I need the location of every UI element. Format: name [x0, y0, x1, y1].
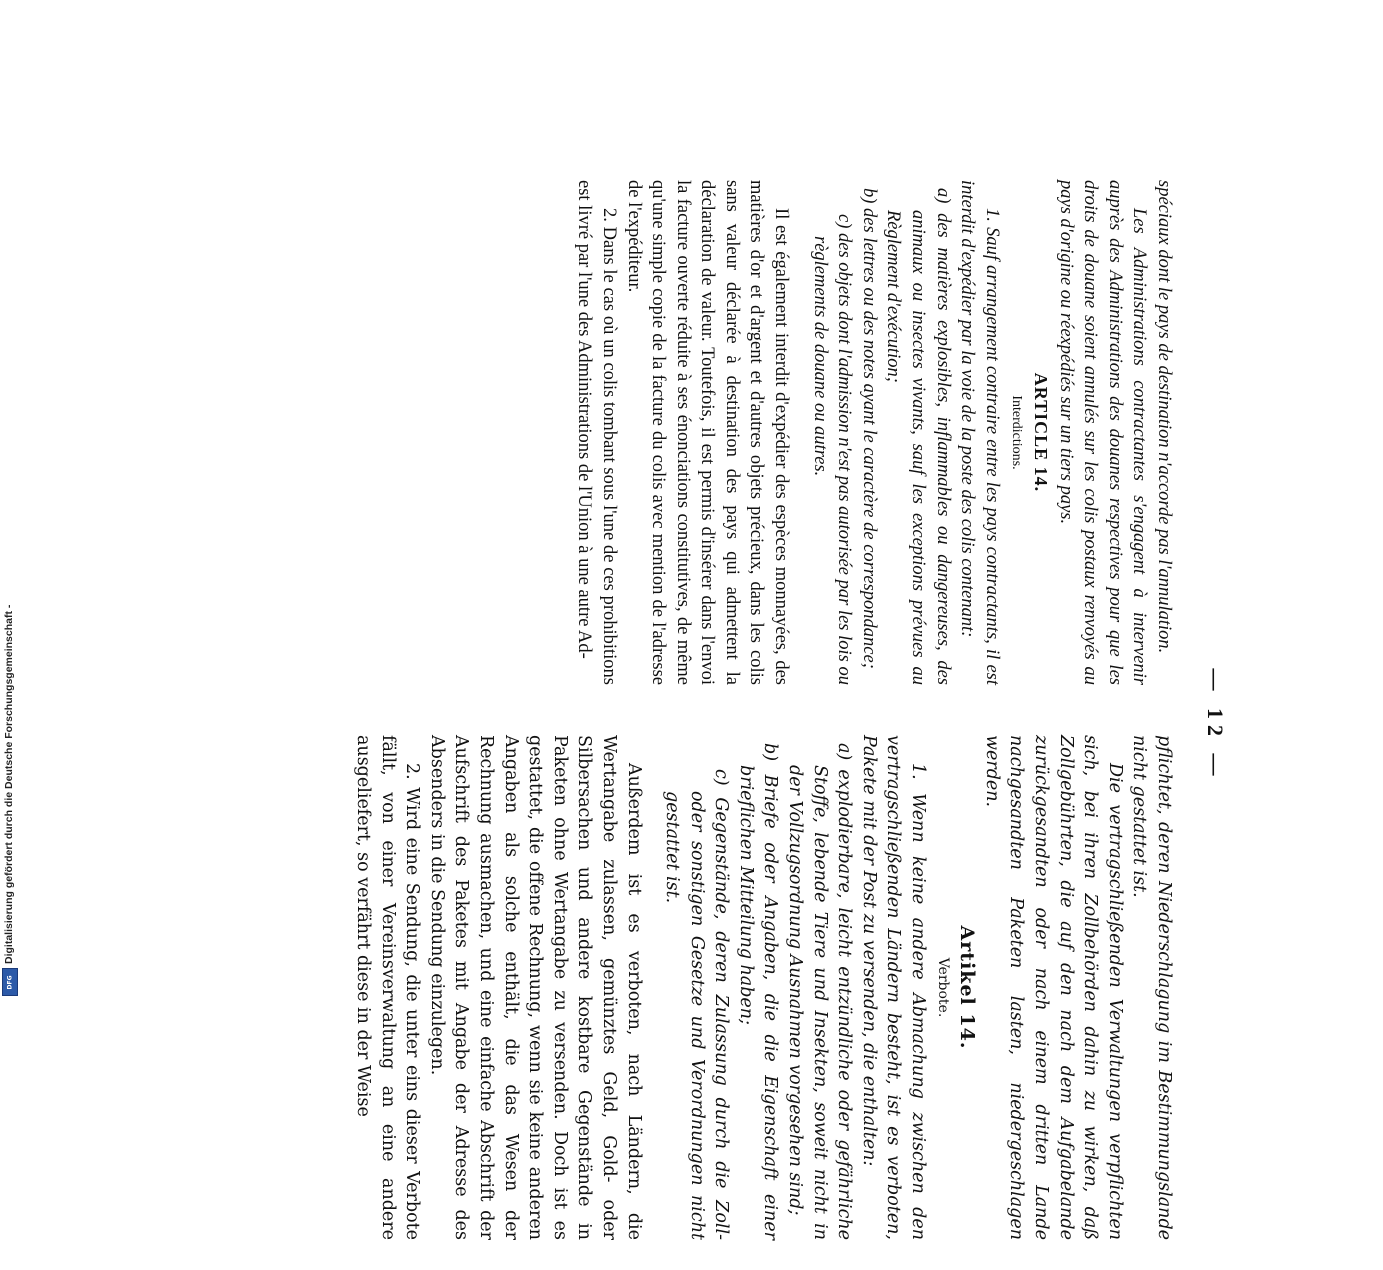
fr-paragraph-4: Il est également interdit d'expédier des espèces monnayées, des matières d'or et d'argent et d'autres objets précieux, dans les colis sans valeur déclarée à destination des pays qui admettent la déclaration de valeur. Toutefois, il est permis d'insérer dans l'envoi la facture ouverte réduite à ses énonciations constitutives, de même qu'une simple copie de la facture du colis avec mention de l'adresse de l'expéditeur. [623, 180, 792, 685]
fr-paragraph-5: 2. Dans le cas où un colis tombant sous l'une de ces prohibitions est livré par l'une des Administrations de l'Union à une autre Ad- [574, 180, 619, 685]
french-column [572, 180, 1176, 685]
de-paragraph-1: pflichtet, deren Niederschlagung im Bestimmungslande nicht gestattet ist. [1129, 735, 1174, 1240]
fr-item-c: c) des objets dont l'admission n'est pas autorisée par les lois ou règlements de douane ou autres. [809, 214, 855, 685]
fr-paragraph-3: 1. Sauf arrangement contraire entre les pays contractants, il est interdit d'expédier par la voie de la poste des colis contenant: [957, 180, 1002, 685]
de-item-a: a) explodierbare, leicht entzündliche oder gefährliche Stoffe, lebende Tiere und Insekten, soweit nicht in der Vollzugsordnung Ausnahmen vorgesehen sind; [785, 743, 855, 1240]
rotated-page [118, 180, 1228, 1270]
fr-item-b: b) des lettres ou des notes ayant le caractère de correspondance; [858, 188, 879, 669]
fr-paragraph-1: spéciaux dont le pays de destination n'accorde pas l'annulation. [1154, 180, 1174, 654]
german-column [350, 735, 1176, 1240]
de-paragraph-4: Außerdem ist es verboten, nach Ländern, die Wertangabe zulassen, gemünztes Geld, Gold- oder Silbersachen und andere kostbare Gegenstände in Paketen ohne Wertangabe zu versenden. Doch ist es gestattet, die offene Rechnung, wenn sie keine anderen Angaben als solche enthält, die das Wesen der Rechnung ausmachen, und eine einfache Abschrift der Aufschrift des Paketes mit Angabe der Adresse des Absenders in die Sendung einzulegen. [426, 735, 644, 1240]
dfg-logo: DFG [2, 968, 18, 996]
de-paragraph-2: Die vertragschließenden Verwaltungen verpflichten sich, bei ihren Zollbehörden dahin zu wirken, daß Zollgebührten, die auf den nach dem Aufgabelande zurückgesandten oder nach einem dritten Lande nachgesandten Paketen lasten, niedergeschlagen werden. [981, 735, 1125, 1240]
de-article-subheading: Verbote. [934, 957, 951, 1018]
credit-text: Digitalisierung gefördert durch die Deutsche Forschungsgemeinschaft - [3, 604, 15, 964]
de-item-c: c) Gegenstände, deren Zulassung durch die Zoll- oder sonstigen Gesetze und Verordnungen nicht gestattet ist. [662, 769, 732, 1240]
digitization-credit [0, 0, 24, 1000]
de-paragraph-3: 1. Wenn keine andere Abmachung zwischen den vertragschließenden Ländern besteht, ist es verboten, Pakete mit der Post zu versenden, die enthalten: [858, 735, 929, 1240]
de-item-b: b) Briefe oder Angaben, die die Eigenschaft einer brieflichen Mitteilung haben; [735, 743, 781, 1240]
de-article-heading: Artikel 14. [956, 925, 979, 1050]
page-number: — 12 — [1203, 668, 1228, 782]
fr-item-a: a) des matières explosibles, inflammables ou dangereuses, des animaux ou insectes vivants, sauf les exceptions prévues au Règlement d'exécution; [883, 188, 953, 685]
fr-paragraph-2: Les Administrations contractantes s'engagent à intervenir auprès des Administrations des douanes respectives pour que les droits de douane soient annulés sur les colis postaux renvoyés au pays d'origine ou réexpédiés sur un tiers pays. [1055, 180, 1150, 685]
de-paragraph-5: 2. Wird eine Sendung, die unter eins dieser Verbote fällt, von einer Vereinsverwaltung an eine andere ausgeliefert, so verfährt diese in der Weise [353, 735, 423, 1240]
fr-article-heading: ARTICLE 14. [1031, 372, 1052, 493]
fr-article-subheading: Interdictions. [1009, 395, 1025, 470]
